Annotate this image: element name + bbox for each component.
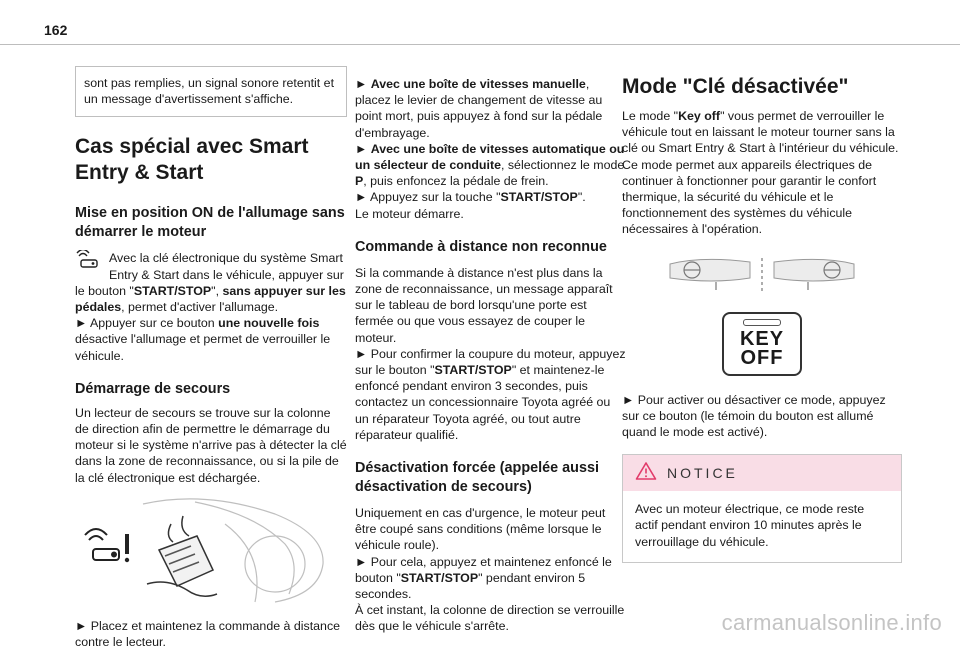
text-bold: une nouvelle fois	[218, 316, 320, 331]
text: ► Appuyer sur ce bouton	[75, 316, 219, 331]
hand-with-key-drawing	[147, 516, 217, 596]
continuation-note-box	[75, 66, 347, 117]
text-bold: START/STOP	[400, 570, 479, 585]
text-bold: Avec une boîte de vitesses automatique ou un sélecteur de conduite	[355, 141, 625, 173]
text-bold: sans appuyer sur les pédales	[75, 283, 346, 315]
paragraph-hold-button	[355, 554, 627, 603]
paragraph-remote-not-recognized: Si la commande à distance n'est plus dans la zone de reconnaissance, un message apparaît sur le tableau de bord lorsqu'une porte est fermée ou que vous essayez de couper le moteur.	[355, 265, 613, 345]
text: " et maintenez-le enfoncé pendant environ 3 secondes, puis contactez un concessionnaire Toyota agréé ou un réparateur Toyota agréé, ou tout autre réparateur qualifié.	[355, 363, 611, 442]
paragraph-emergency-only: Uniquement en cas d'urgence, le moteur peut être coupé sans conditions (même lorsque le véhicule roule).	[355, 506, 606, 553]
text: , sélectionnez le mode	[500, 158, 625, 173]
page-number: 162	[44, 22, 68, 38]
text: " pendant environ 5 secondes.	[355, 570, 586, 602]
paragraph-column-locks: À cet instant, la colonne de direction se verrouille dès que le véhicule s'arrête.	[355, 603, 625, 634]
paragraph-key-off-purpose: Ce mode permet aux appareils électriques de continuer à fonctionner pour garantir le confort thermique, la sécurité du véhicule et le fonctionnement des systèmes du véhicule nécessaires à l'opération.	[622, 157, 877, 237]
section-title-line1: Cas spécial avec Smart	[75, 135, 309, 159]
notice-title: NOTICE	[667, 465, 738, 482]
notice-text: Avec un moteur électrique, ce mode reste actif pendant environ 10 minutes après le verrouillage du véhicule.	[635, 502, 865, 549]
section-title-line2: Entry & Start	[75, 161, 204, 185]
heading-ignition-on: Mise en position ON de l'allumage sans démarrer le moteur	[75, 205, 345, 241]
paragraph-engine-starts: Le moteur démarre.	[355, 206, 464, 221]
text: désactive l'allumage et permet de verrouiller le véhicule.	[75, 332, 331, 363]
text: ► Pour cela, appuyez et maintenez enfoncé le bouton "	[355, 554, 612, 585]
heading-forced-deactivation: Désactivation forcée (appelée aussi désactivation de secours)	[355, 460, 599, 496]
key-label-line1: KEY	[739, 328, 785, 351]
text: ► Appuyez sur la touche "	[355, 190, 501, 205]
column-3	[622, 74, 902, 563]
key-warning-icon	[85, 529, 129, 562]
column-2	[355, 76, 627, 635]
paragraph-confirm-shutdown	[355, 346, 627, 443]
text-bold: P	[355, 174, 364, 189]
paragraph-activate-mode: ► Pour activer ou désactiver ce mode, appuyez sur ce bouton (le témoin du bouton est allumé quand le mode est activé).	[622, 392, 886, 440]
text: , placez le levier de changement de vitesse au point mort, puis appuyez à fond sur la pédale d'embrayage.	[355, 77, 603, 140]
text: Le mode "	[622, 109, 679, 123]
top-rule	[0, 44, 960, 45]
heading-key-off-mode: Mode "Clé désactivée"	[622, 75, 849, 98]
paragraph-press-start	[355, 189, 627, 205]
emergency-reader-illustration	[75, 494, 325, 606]
text: ".	[577, 190, 586, 205]
key-off-button-wrap	[622, 312, 902, 376]
heading-emergency-start: Démarrage de secours	[75, 380, 231, 397]
text-bold: START/STOP	[133, 283, 212, 298]
text: , puis enfoncez la pédale de frein.	[363, 174, 549, 189]
notice-box	[622, 454, 902, 563]
key-off-button[interactable]	[722, 312, 802, 376]
heading-remote-not-recognized: Commande à distance non reconnue	[355, 238, 607, 255]
paragraph-auto-gearbox	[355, 141, 627, 190]
paragraph-hold-remote: ► Placez et maintenez la commande à distance contre le lecteur.	[75, 618, 341, 650]
key-off-label	[740, 330, 784, 368]
text-bold: START/STOP	[434, 363, 512, 378]
key-icon	[75, 250, 105, 270]
column-1	[75, 66, 347, 650]
indicator-bar	[743, 319, 781, 326]
paragraph-key-off-intro	[622, 108, 902, 157]
paragraph-manual-gearbox	[355, 76, 627, 141]
text: " vous permet de verrouiller le véhicule tout en laissant le moteur tourner sans la clé ou Smart Entry & Start à l'intérieur du véhicule.	[622, 109, 899, 156]
paragraph-ignition-on	[75, 250, 347, 315]
continuation-note: sont pas remplies, un signal sonore retentit et un message d'avertissement s'affiche.	[84, 76, 335, 107]
text: ► Pour confirmer la coupure du moteur, appuyez sur le bouton "	[355, 346, 626, 378]
notice-header	[623, 455, 901, 491]
text: Avec la clé électronique du système Smart Entry & Start dans le véhicule, appuyer sur le bouton "	[75, 251, 344, 298]
warning-triangle-icon	[635, 461, 657, 486]
text-bold: Avec une boîte de vitesses manuelle	[370, 77, 586, 91]
text: ",	[211, 283, 223, 298]
paragraph-emergency-start: Un lecteur de secours se trouve sur la colonne de direction afin de permettre le démarrage du moteur si le système n'arrive pas à détecter la clé dans la zone de reconnaissance, ou si la pile de la clé électronique est déchargée.	[75, 405, 347, 485]
text: ►	[355, 77, 371, 91]
text: ►	[355, 141, 371, 156]
section-title	[75, 134, 347, 186]
notice-body	[623, 491, 901, 562]
text: , permet d'activer l'allumage.	[121, 300, 279, 315]
paragraph-ignition-off	[75, 315, 347, 364]
watermark: carmanualsonline.info	[721, 610, 942, 635]
steering-wheel-illustration	[662, 254, 862, 298]
text-bold: Key off	[678, 109, 721, 123]
text-bold: START/STOP	[500, 190, 578, 205]
key-label-line2: OFF	[740, 347, 784, 370]
